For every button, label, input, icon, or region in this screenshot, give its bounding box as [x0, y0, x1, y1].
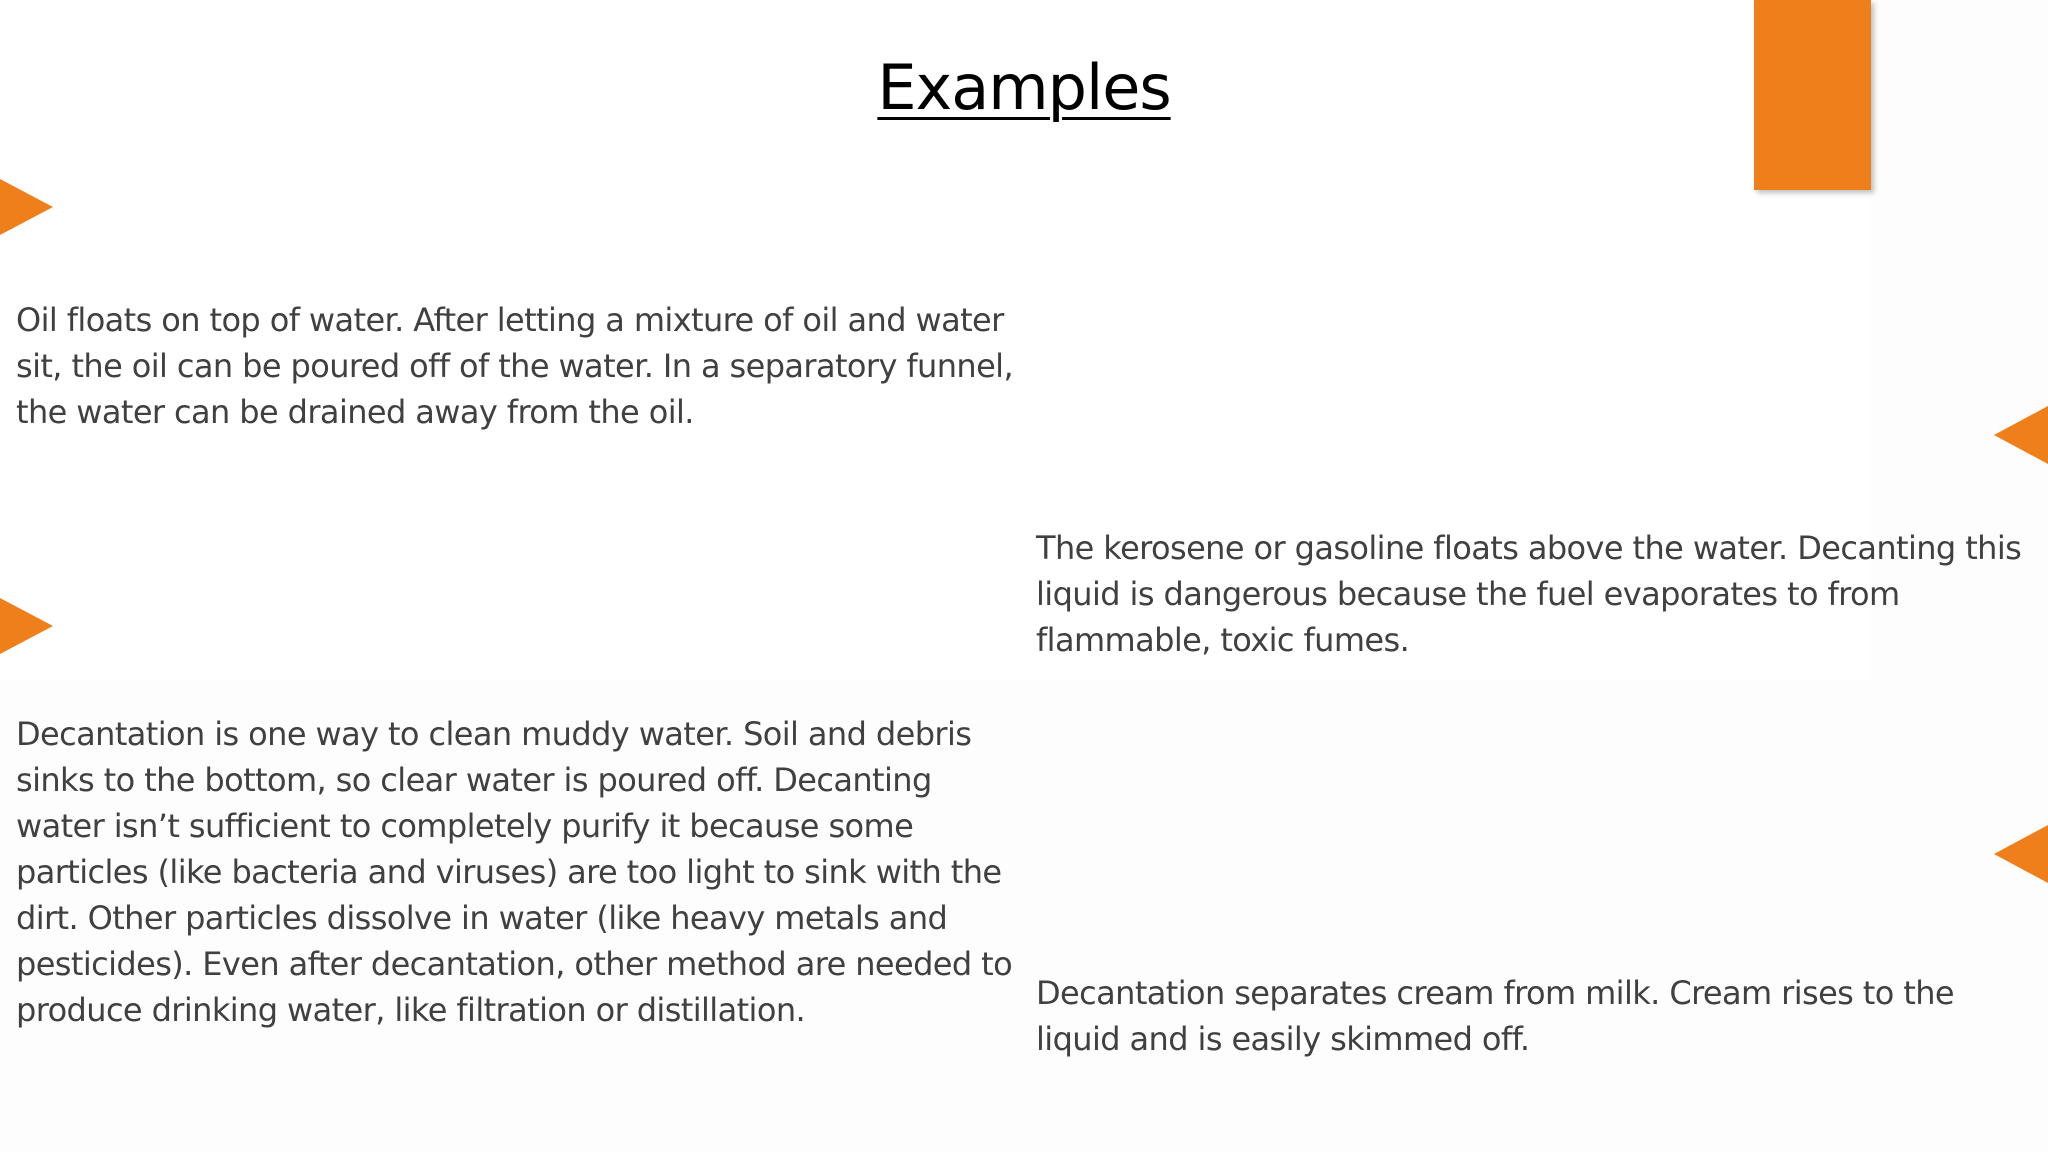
paragraph-cream-milk: Decantation separates cream from milk. Cream rises to the liquid and is easily skimmed off. — [1036, 974, 1955, 1058]
triangle-right-icon — [0, 598, 53, 654]
paragraph-muddy-water: Decantation is one way to clean muddy water. Soil and debris sinks to the bottom, so clear water is poured off. Decanting water isn’t sufficient to completely purify it because some particles (like bacteria and viruses) are too light to sink with the dirt. Other particles dissolve in water (like heavy metals and pesticides). Even after decantation, other method are needed to produce drinking water, like filtration or distillation. — [16, 715, 1013, 1029]
paragraph-kerosene: The kerosene or gasoline floats above the water. Decanting this liquid is dangerous because the fuel evaporates to from flammable, toxic fumes. — [1036, 529, 2022, 659]
paragraph-oil-water: Oil floats on top of water. After letting a mixture of oil and water sit, the oil can be poured off of the water. In a separatory funnel, the water can be drained away from the oil. — [16, 301, 1014, 431]
triangle-left-icon — [1994, 825, 2048, 883]
triangle-right-icon — [0, 179, 53, 235]
triangle-left-icon — [1994, 406, 2048, 464]
slide-title: Examples — [877, 51, 1171, 124]
